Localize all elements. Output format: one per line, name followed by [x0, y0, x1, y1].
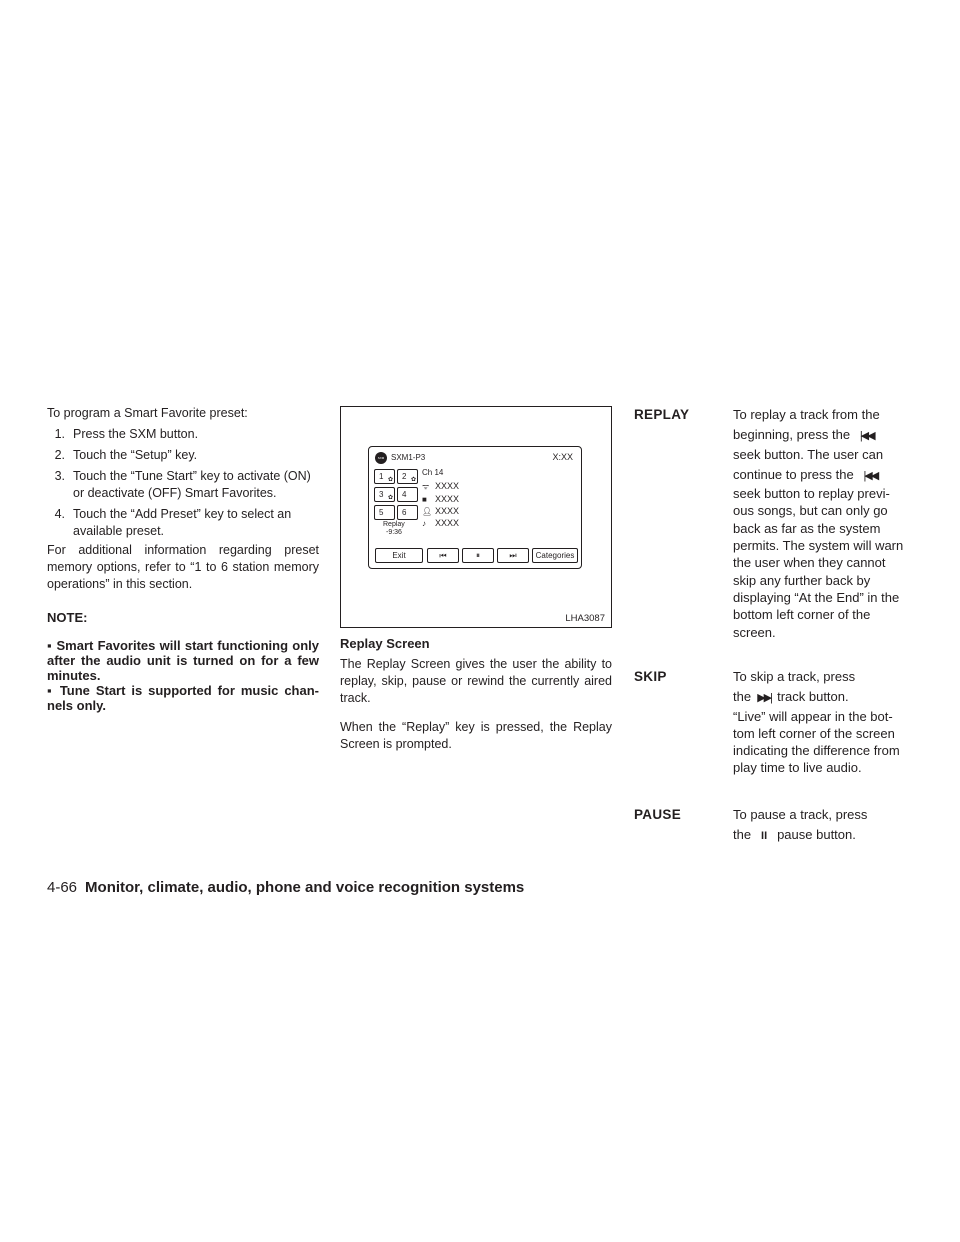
middle-column: [340, 656, 612, 769]
display-screen: [368, 446, 582, 569]
replay-time: -9:36: [386, 529, 402, 536]
music-note-icon: ♪: [422, 519, 426, 528]
seek-back-icon: |◀◀: [859, 430, 874, 443]
pause-button[interactable]: [462, 548, 494, 563]
replay-prompt-description: When the “Replay” key is pressed, the Replay Screen is prompted.: [340, 720, 612, 751]
station-label: SXM1-P3: [391, 453, 426, 462]
step-item: 3. Touch the “Tune Start” key to activate (ON) or deactivate (OFF) Smart Favorites.: [54, 469, 311, 500]
info-line-artist: 👤︎ XXXX: [422, 506, 460, 516]
preset-button-1[interactable]: 1 ✿: [374, 469, 395, 484]
pause-definition: To pause a track, press the II pause button.: [733, 806, 911, 846]
preset-button-4[interactable]: 4: [397, 487, 418, 502]
step-item: 4. Touch the “Add Preset” key to select an available preset.: [54, 507, 292, 538]
folder-icon: ■: [422, 495, 427, 504]
previous-track-button[interactable]: [427, 548, 459, 563]
figure-id-label: LHA3087: [565, 613, 605, 624]
favorite-icon: ✿: [387, 477, 393, 483]
next-icon: ⏭: [509, 551, 517, 560]
info-line-channel: ᯤ XXXX: [422, 481, 460, 491]
channel-label: Ch 14: [422, 468, 444, 477]
page-number: 4-66: [47, 879, 78, 896]
info-line-song: ♪ XXXX: [422, 518, 460, 528]
page-footer: [47, 879, 524, 896]
skip-term: SKIP: [634, 669, 667, 684]
note-line: ▪ Tune Start is supported for music chan- nels only.: [47, 683, 319, 713]
preset-button-3[interactable]: 3 ✿: [374, 487, 395, 502]
reference-paragraph: For additional information regarding preset memory options, refer to “1 to 6 station memory operations” in this section.: [47, 543, 319, 591]
section-title: Monitor, climate, audio, phone and voice recognition systems: [85, 879, 525, 896]
replay-definition: To replay a track from the beginning, press the |◀◀ seek button. The user can continue to press the |◀◀ seek button to replay previ- ous songs, but can only go back as far as the system permits. The system will warn the user when they cannot skip any further back by displaying “At the End” in the bottom left corner of the screen.: [733, 407, 904, 640]
note-line: ▪ Smart Favorites will start functioning only after the audio unit is turned on for a few minutes.: [47, 638, 319, 683]
preset-button-5[interactable]: 5: [374, 505, 395, 520]
skip-definition: To skip a track, press the ▶▶| track button. “Live” will appear in the bot- tom left corner of the screen indicating the difference from play time to live audio.: [733, 669, 900, 776]
preset-button-6[interactable]: 6: [397, 505, 418, 520]
pause-icon: II: [761, 830, 768, 843]
signal-icon: ᯤ: [422, 482, 430, 491]
preset-button-2[interactable]: 2 ✿: [397, 469, 418, 484]
replay-term: REPLAY: [634, 407, 690, 422]
pause-icon: ⏸: [476, 551, 480, 560]
left-column: [47, 405, 319, 713]
favorite-icon: ✿: [410, 477, 416, 483]
intro-text: To program a Smart Favorite preset:: [47, 406, 248, 420]
note-heading: NOTE:: [47, 610, 88, 625]
clock-label: X:XX: [552, 452, 573, 462]
sxm-logo-icon: SXM: [375, 452, 387, 464]
info-line-category: ■ XXXX: [422, 494, 460, 504]
note-body: [47, 638, 319, 713]
person-icon: 👤︎: [422, 507, 433, 516]
steps-list: [47, 426, 319, 540]
step-item: 1. Press the SXM button.: [54, 427, 199, 441]
replay-description: The Replay Screen gives the user the ability to replay, skip, pause or rewind the currently aired track.: [340, 657, 612, 705]
skip-forward-icon: ▶▶|: [757, 692, 771, 705]
next-track-button[interactable]: [497, 548, 529, 563]
pause-term: PAUSE: [634, 807, 682, 822]
replay-label: Replay: [383, 521, 405, 528]
seek-back-icon: |◀◀: [863, 469, 878, 482]
replay-screen-figure: [340, 406, 612, 628]
exit-button[interactable]: Exit: [375, 548, 423, 563]
figure-caption: Replay Screen: [340, 636, 430, 651]
favorite-icon: ✿: [387, 495, 393, 501]
categories-button[interactable]: Categories: [532, 548, 578, 563]
previous-icon: ⏮: [439, 551, 447, 560]
step-item: 2. Touch the “Setup” key.: [54, 448, 198, 462]
